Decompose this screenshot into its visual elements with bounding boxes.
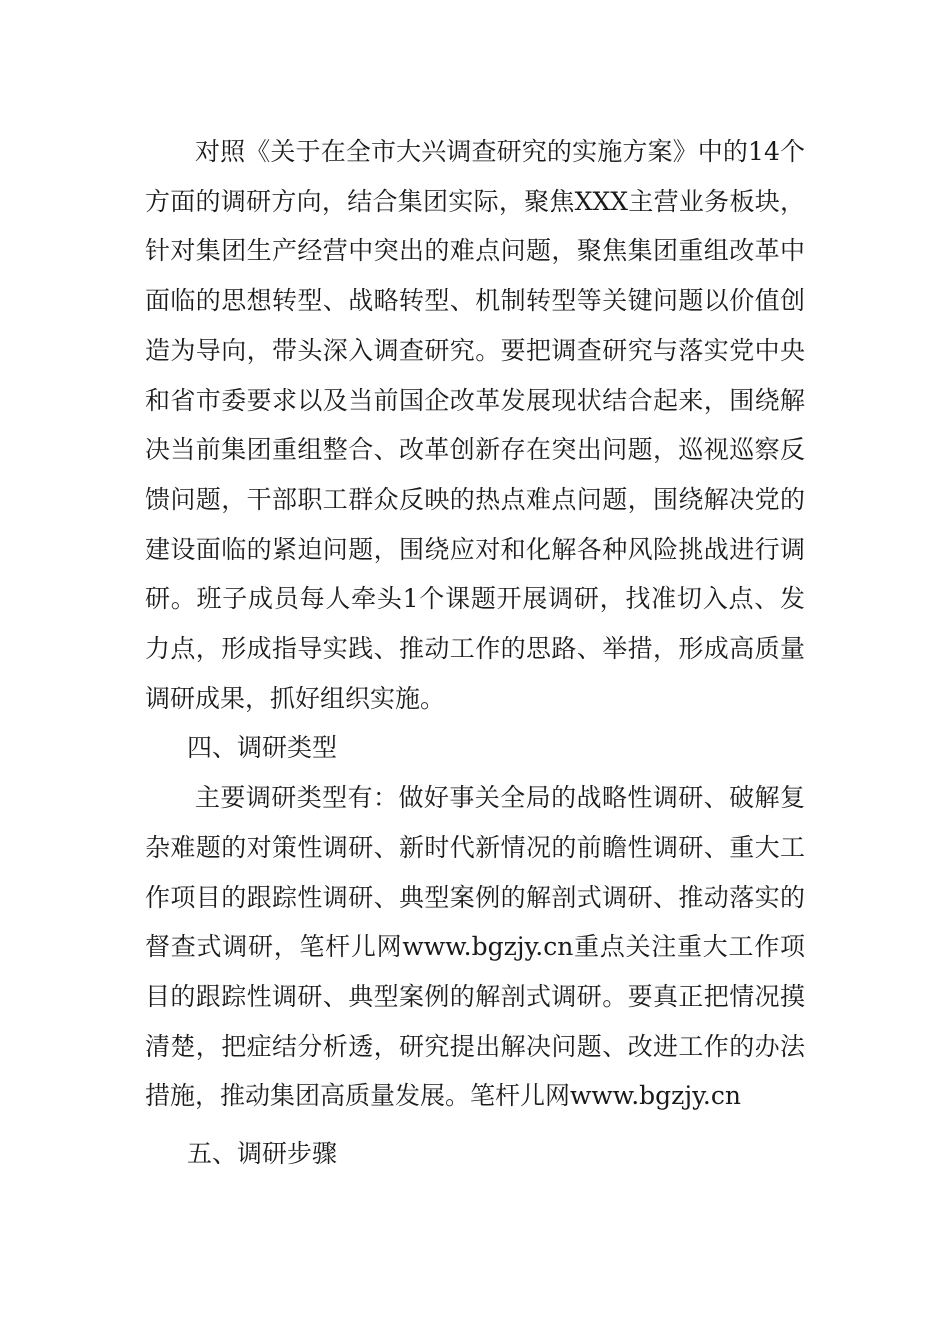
section-heading-research-types: 四、调研类型 (187, 733, 338, 763)
section-heading-research-steps: 五、调研步骤 (187, 1139, 338, 1169)
paragraph-research-directions: 对照《关于在全市大兴调查研究的实施方案》中的14个方面的调研方向，结合集团实际，聚焦XXX主营业务板块，针对集团生产经营中突出的难点问题，聚焦集团重组改革中面临的思想转型、战略转型、机制转型等关键问题以价值创造为导向，带头深入调查研究。要把调查研究与落实党中央和省市委要求以及当前国企改革发展现状结合起来，围绕解决当前集团重组整合、改革创新存在突出问题，巡视巡察反馈问题，干部职工群众反映的热点难点问题，围绕解决党的建设面临的紧迫问题，围绕应对和化解各种风险挑战进行调研。班子成员每人牵头1个课题开展调研，找准切入点、发力点，形成指导实践、推动工作的思路、举措，形成高质量调研成果，抓好组织实施。 (145, 137, 805, 713)
document-body (145, 127, 805, 1179)
paragraph-research-types: 主要调研类型有：做好事关全局的战略性调研、破解复杂难题的对策性调研、新时代新情况的前瞻性调研、重大工作项目的跟踪性调研、典型案例的解剖式调研、推动落实的督查式调研，笔杆儿网www.bgzjy.cn重点关注重大工作项目的跟踪性调研、典型案例的解剖式调研。要真正把情况摸清楚，把症结分析透，研究提出解决问题、改进工作的办法措施，推动集团高质量发展。笔杆儿网www.bgzjy.cn (145, 783, 805, 1111)
